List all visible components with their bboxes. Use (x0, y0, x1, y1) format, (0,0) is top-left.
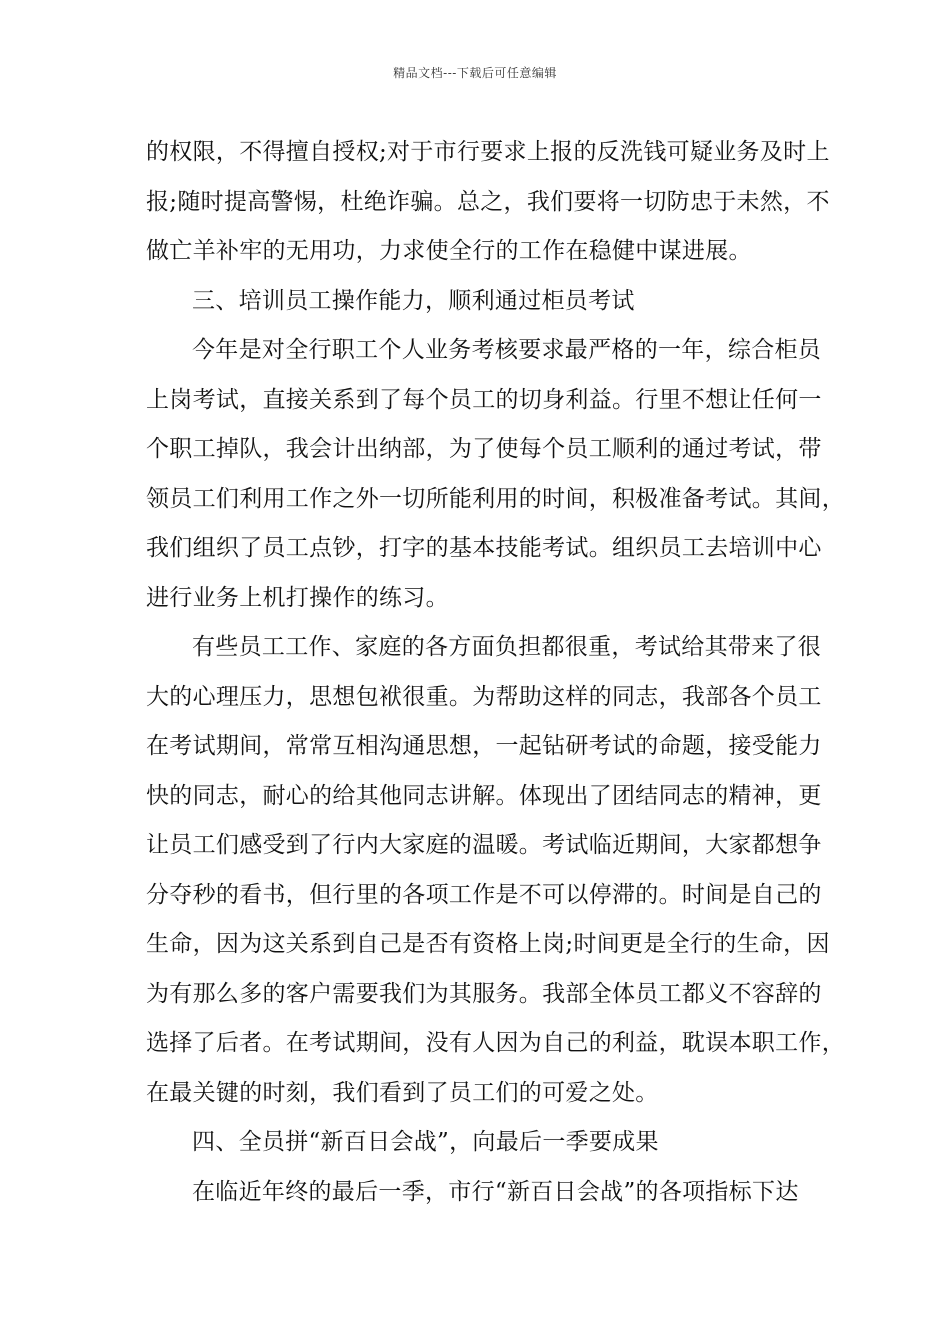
text-line: 快的同志，耐心的给其他同志讲解。体现出了团结同志的精神，更 (146, 782, 822, 809)
text-line: 做亡羊补牢的无用功，力求使全行的工作在稳健中谋进展。 (146, 238, 752, 264)
page-header: 精品文档---下载后可任意编辑 (393, 66, 557, 80)
text-line: 的权限，不得擅自授权;对于市行要求上报的反洗钱可疑业务及时上 (146, 139, 830, 165)
text-line: 让员工们感受到了行内大家庭的温暖。考试临近期间，大家都想争 (146, 832, 822, 858)
text-line: 为有那么多的客户需要我们为其服务。我部全体员工都义不容辞的 (146, 980, 822, 1007)
paragraph-start: 有些员工工作、家庭的各方面负担都很重，考试给其带来了很 (192, 634, 822, 660)
text-line: 在考试期间，常常互相沟通思想，一起钻研考试的命题，接受能力 (146, 733, 822, 759)
text-line: 进行业务上机打操作的练习。 (146, 584, 449, 611)
text-line: 分夺秒的看书，但行里的各项工作是不可以停滞的。时间是自己的 (146, 881, 822, 908)
text-line: 个职工掉队，我会计出纳部，为了使每个员工顺利的通过考试，带 (146, 436, 822, 462)
text-line: 上岗考试，直接关系到了每个员工的切身利益。行里不想让任何一 (146, 386, 822, 413)
text-line: 我们组织了员工点钞，打字的基本技能考试。组织员工去培训中心 (146, 535, 822, 561)
section-heading-3: 三、培训员工操作能力，顺利通过柜员考试 (192, 287, 635, 314)
document-body (146, 132, 845, 1221)
text-line: 报;随时提高警惕，杜绝诈骗。总之，我们要将一切防忠于未然，不 (146, 188, 830, 215)
section-heading-4: 四、全员拼“新百日会战”，向最后一季要成果 (192, 1129, 659, 1155)
text-line: 大的心理压力，思想包袱很重。为帮助这样的同志，我部各个员工 (146, 683, 822, 710)
paragraph-start: 在临近年终的最后一季，市行“新百日会战”的各项指标下达 (192, 1178, 799, 1205)
text-line: 生命，因为这关系到自己是否有资格上岗;时间更是全行的生命，因 (146, 931, 830, 957)
text-line: 领员工们利用工作之外一切所能利用的时间，积极准备考试。其间， (146, 485, 845, 512)
text-line: 在最关键的时刻，我们看到了员工们的可爱之处。 (146, 1079, 659, 1106)
text-line: 选择了后者。在考试期间，没有人因为自己的利益，耽误本职工作， (146, 1030, 845, 1056)
paragraph-start: 今年是对全行职工个人业务考核要求最严格的一年，综合柜员 (192, 337, 822, 363)
